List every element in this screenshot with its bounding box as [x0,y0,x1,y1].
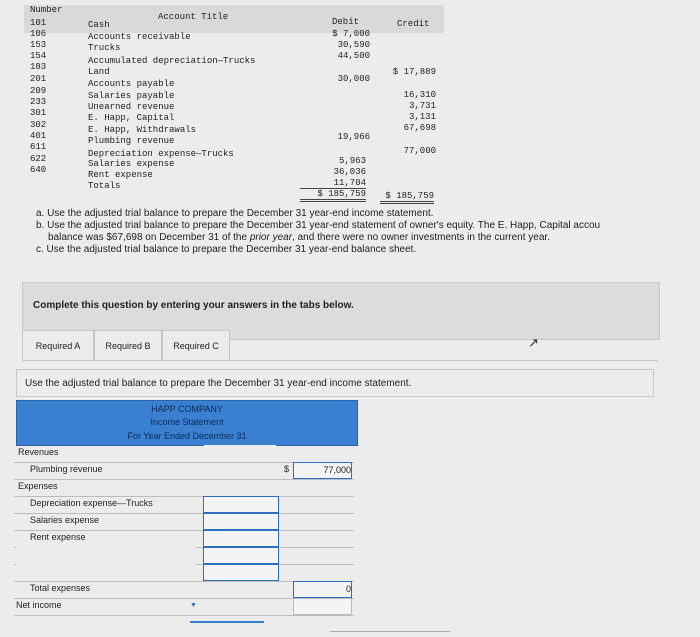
tb-title: Rent expense [88,170,153,180]
plumbing-revenue-row [14,462,354,480]
expense-label: Salaries expense [30,515,100,525]
adjusted-trial-balance [0,0,448,205]
tb-title: Cash [88,20,110,30]
tb-title: Accounts payable [88,79,175,89]
expense-amount-input[interactable] [203,547,279,564]
tb-debit: 5,963 [338,156,366,166]
tb-title: Depreciation expense—Trucks [88,149,234,159]
tb-number: 233 [30,97,47,107]
account-title-header: Account Title [158,12,229,22]
tb-number: 153 [30,40,47,50]
expense-amount-input[interactable] [203,564,279,581]
instruction-b-cont: balance was $67,698 on December 31 of the prior year, and there were no owner investments in the current year. [48,232,550,243]
company-name: HAPP COMPANY [151,404,223,414]
revenues-row [14,445,354,463]
tb-title: Accumulated depreciation—Trucks [88,56,256,66]
statement-title: Income Statement [150,417,224,427]
tb-debit: 30,000 [337,74,370,84]
debit-header: Debit [332,17,360,27]
tb-debit: 44,500 [337,51,370,61]
tb-number: 302 [30,120,47,130]
blank-expense-row [14,564,354,582]
expense-label: Rent expense [30,532,86,542]
tb-number: 401 [30,131,47,141]
expense-row-rent [14,530,354,548]
statement-header [16,400,358,446]
tb-credit: 67,698 [403,123,436,133]
credit-header: Credit [397,19,430,29]
blank-expense-row [14,547,354,565]
statement-period: For Year Ended December 31 [127,431,247,441]
tb-title: Salaries payable [88,91,175,101]
tab-required-c[interactable]: Required C [162,330,230,361]
trial-balance-header-bar [24,5,444,33]
total-expenses-value: 0 [293,581,352,598]
tb-number: 209 [30,86,47,96]
tb-total-credit: $ 185,759 [380,191,434,204]
tb-debit: 30,590 [337,40,370,50]
question-prompt [16,369,654,397]
tb-number: 201 [30,74,47,84]
dollar-sign: $ [284,464,290,474]
tb-number: 622 [30,154,47,164]
tb-debit: 19,966 [337,132,370,142]
revenues-label: Revenues [18,447,59,457]
number-header: Number [30,5,63,15]
tb-number: 183 [30,62,47,72]
total-expenses-label: Total expenses [30,583,91,593]
tb-number: 301 [30,108,47,118]
expense-row-depreciation [14,496,354,514]
instruction-c: c. Use the adjusted trial balance to prepare the December 31 year-end balance sheet. [36,244,417,255]
expenses-row [14,479,354,497]
tb-credit: 3,131 [408,112,436,122]
mouse-cursor-icon: ↗ [528,335,539,350]
net-income-label[interactable]: Net income [16,600,62,610]
expense-label-input[interactable] [16,564,196,580]
instruction-b: b. Use the adjusted trial balance to prepare the December 31 year-end statement of owner's equity. The E. Happ, Capital accou [36,220,601,231]
prompt-text: Use the adjusted trial balance to prepare the December 31 year-end income statement. [25,378,412,389]
tb-credit: 77,000 [403,146,436,156]
expense-amount-input[interactable] [203,513,279,530]
expenses-label: Expenses [18,481,58,491]
tb-number: 101 [30,18,47,28]
tb-number: 106 [30,29,47,39]
tb-credit: 3,731 [408,101,436,111]
tab-required-a[interactable]: Required A [22,330,94,361]
tb-number: 154 [30,51,47,61]
tab-required-b[interactable]: Required B [94,330,162,361]
instructions [36,208,700,256]
instruction-a: a. Use the adjusted trial balance to prepare the December 31 year-end income statement. [36,208,434,219]
tb-title: E. Happ, Capital [88,113,175,123]
tb-title: Unearned revenue [88,102,175,112]
tb-credit: 16,310 [403,90,436,100]
expense-amount-input[interactable] [203,496,279,513]
plumbing-revenue-input[interactable]: 77,000 [293,462,352,479]
tb-number: 640 [30,165,47,175]
expense-label-input[interactable] [16,547,196,563]
expense-label: Depreciation expense—Trucks [30,498,153,508]
tb-totals-label: Totals [88,181,121,191]
tb-total-debit: $ 185,759 [300,189,366,202]
net-income-underline [190,621,264,623]
expense-amount-input[interactable] [203,530,279,547]
tb-title: Plumbing revenue [88,136,175,146]
tb-number: 611 [30,142,47,152]
revenues-amount-cell[interactable] [204,445,276,461]
tb-debit: 11,704 [300,178,366,189]
tb-title: E. Happ, Withdrawals [88,125,197,135]
tb-title: Accounts receivable [88,32,191,42]
tb-debit: $ 7,000 [332,29,370,39]
tb-title: Salaries expense [88,159,175,169]
net-income-row [14,598,354,616]
decorative-line [330,631,450,632]
tb-title: Land [88,67,110,77]
total-expenses-row [14,581,354,599]
tb-debit: 36,036 [333,167,366,177]
net-income-input[interactable] [293,598,352,615]
tab-divider [22,360,658,361]
tb-credit: $ 17,889 [392,67,436,77]
plumbing-revenue-label: Plumbing revenue [30,464,103,474]
banner-text: Complete this question by entering your answers in the tabs below. [33,300,354,311]
caret-down-icon[interactable]: ▼ [190,602,197,609]
income-statement-grid [14,445,354,615]
tb-title: Trucks [88,43,121,53]
expense-row-salaries [14,513,354,531]
